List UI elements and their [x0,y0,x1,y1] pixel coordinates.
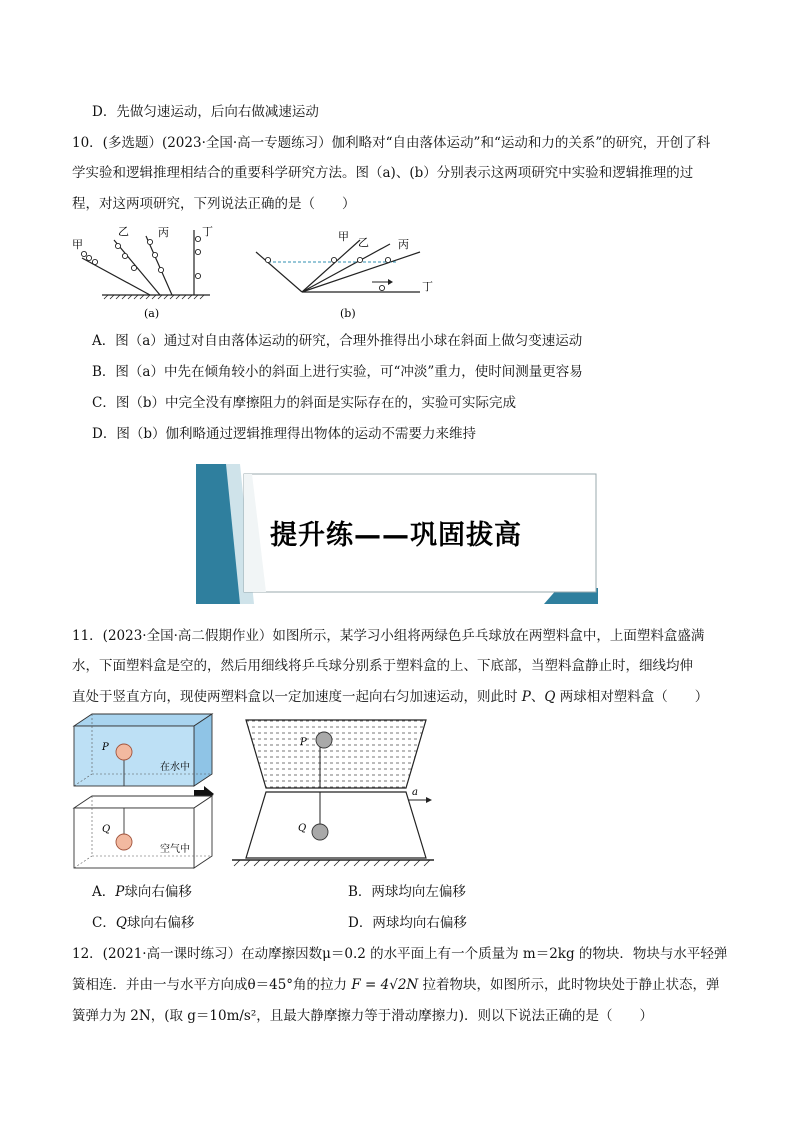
fig-left-ball-q: Q [102,824,111,835]
fig-b-label-jia: 甲 [338,230,349,243]
q11-option-d: D．两球均向右偏移 [348,915,467,931]
q11-figure-trapezoids [228,712,438,872]
q11-option-a: A．P球向右偏移 [92,884,192,900]
q10-option-d: D．图（b）伽利略通过逻辑推理得出物体的运动不需要力来维持 [92,426,476,442]
fig-a-label-yi: 乙 [118,225,129,238]
fig-a-label-ding: 丁 [202,225,213,238]
fig-left-ball-p: P [102,742,109,753]
q9-option-d: D．先做匀速运动，后向右做减速运动 [92,104,319,120]
fig-a-label-jia: 甲 [72,238,83,251]
q10-option-b: B．图（a）中先在倾角较小的斜面上进行实验，可“冲淡”重力，使时间测量更容易 [92,364,583,380]
fig-left-top-note: 在水中 [160,762,190,773]
q10-stem-line2: 学实验和逻辑推理相结合的重要科学研究方法。图（a)、(b）分别表示这两项研究中实验和逻辑推理的过 [72,165,694,181]
fig-a-label-bing: 丙 [158,226,169,239]
fig-a-caption: (a) [144,307,160,320]
q10-figure-a [70,222,230,322]
fig-b-caption: (b) [340,307,356,320]
q11-stem-line3: 直处于竖直方向，现使两塑料盒以一定加速度一起向右匀加速运动，则此时 P、Q 两球相对塑料盒（ ） [72,689,709,705]
q12-stem-line1: 12．(2021·高一课时练习）在动摩擦因数μ＝0.2 的水平面上有一个质量为 m＝2kg 的物块．物块与水平轻弹 [72,946,728,962]
fig-b-label-yi: 乙 [358,236,369,249]
q12-stem-line2: 簧相连．并由一与水平方向成θ＝45°角的拉力 F = 4√2N 拉着物块，如图所示，此时物块处于静止状态，弹 [72,977,720,993]
fig-b-label-bing: 丙 [398,238,409,251]
q11-figure-boxes [70,712,220,872]
banner-title: 提升练——巩固拔高 [270,520,522,551]
q10-figure-b [250,222,440,322]
q10-option-c: C．图（b）中完全没有摩擦阻力的斜面是实际存在的，实验可实际完成 [92,395,516,411]
q10-option-a: A．图（a）通过对自由落体运动的研究，合理外推得出小球在斜面上做匀变速运动 [92,333,583,349]
q10-stem-line1: 10．(多选题）(2023·全国·高一专题练习）伽利略对“自由落体运动”和“运动和力的关系”的研究，开创了科 [72,135,711,151]
q11-stem-line2: 水，下面塑料盒是空的，然后用细线将乒乓球分别系于塑料盒的上、下底部，当塑料盒静止时，细线均伸 [72,658,693,674]
fig-right-ball-q: Q [298,823,307,834]
q11-option-c: C．Q球向右偏移 [92,915,195,931]
fig-right-accel: a [412,787,418,798]
section-banner [196,462,598,604]
fig-right-ball-p: P [300,737,307,748]
q11-stem-line1: 11．(2023·全国·高二假期作业）如图所示，某学习小组将两绿色乒乓球放在两塑料盒中，上面塑料盒盛满 [72,628,705,644]
q12-stem-line3: 簧弹力为 2N，(取 g＝10m/s²，且最大静摩擦力等于滑动摩擦力)．则以下说法正确的是（ ） [72,1008,654,1024]
fig-left-bottom-note: 空气中 [160,844,190,855]
q10-stem-line3: 程，对这两项研究，下列说法正确的是（ ） [72,196,356,212]
fig-b-label-ding: 丁 [422,280,433,293]
q11-option-b: B．两球均向左偏移 [348,884,466,900]
